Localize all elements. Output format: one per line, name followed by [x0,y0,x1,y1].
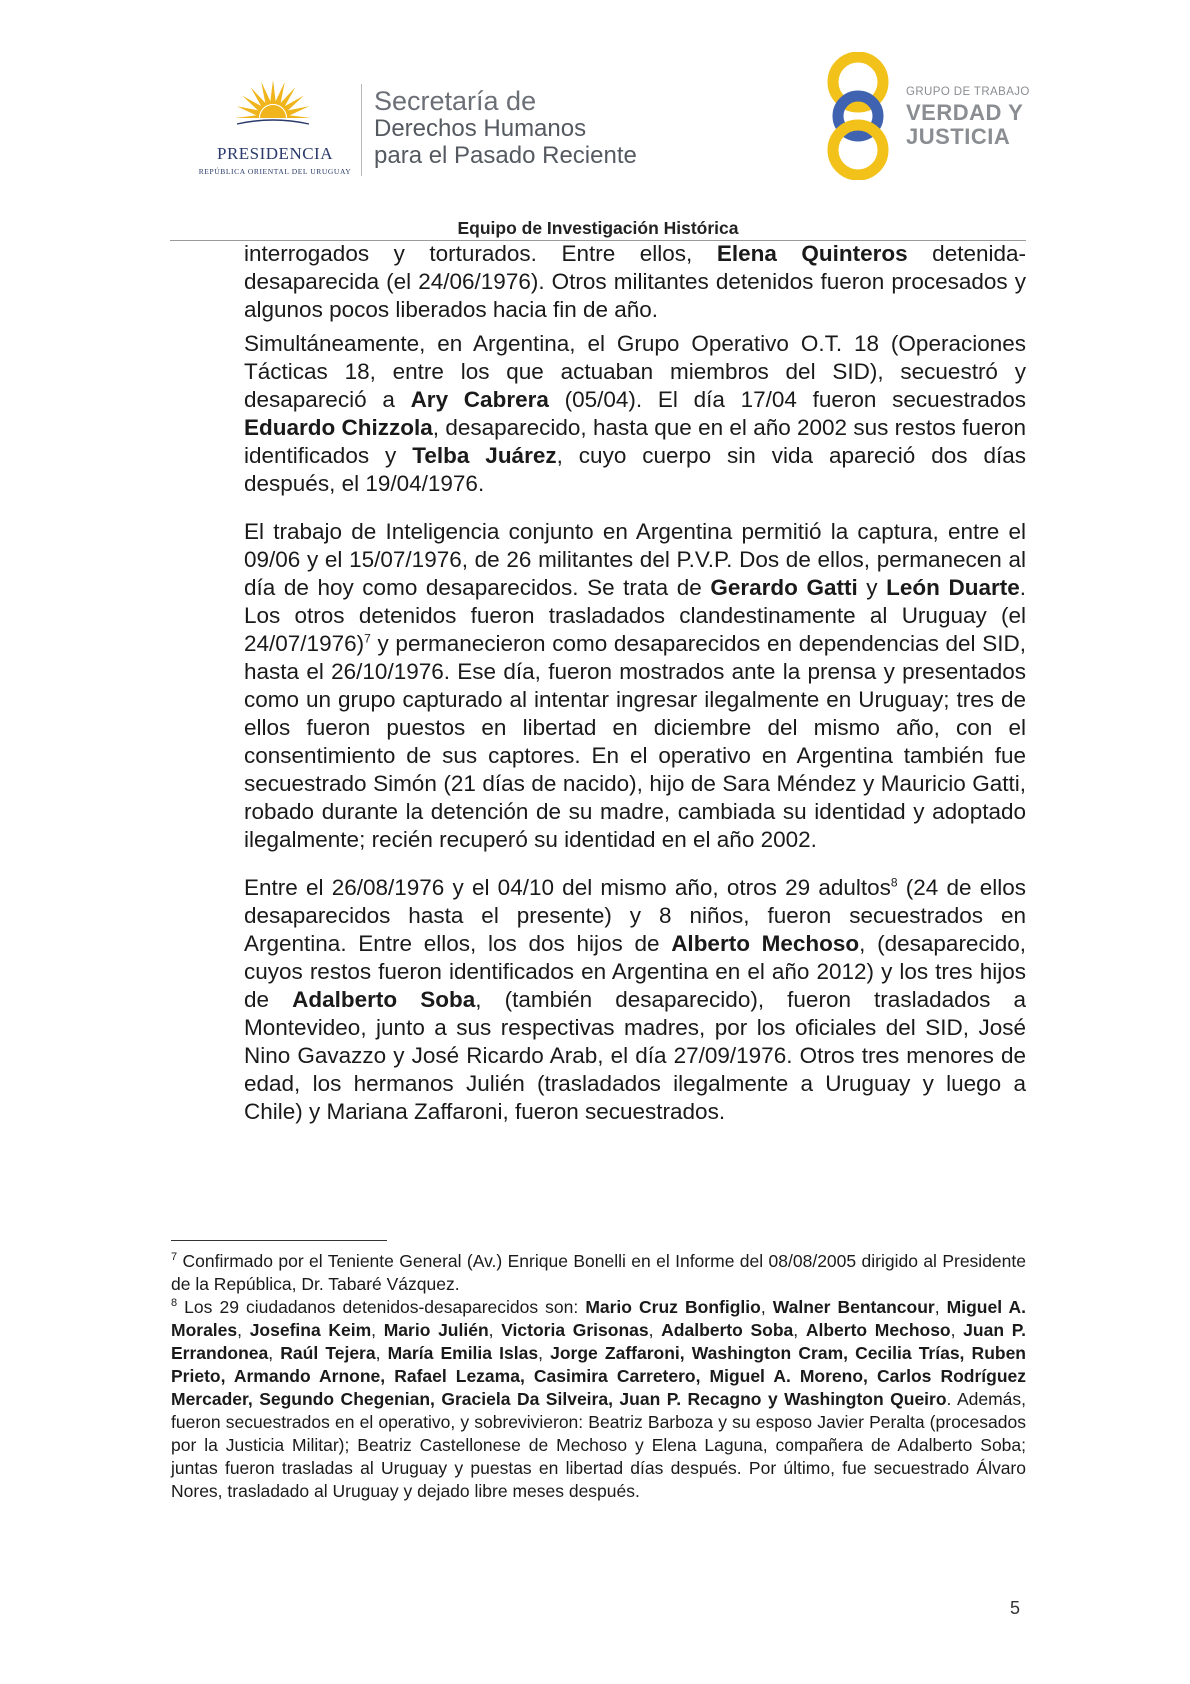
footnote-ref: 7 [171,1251,178,1264]
bold-name: Mario Julién [383,1320,489,1340]
paragraph-3 [244,518,1026,854]
bold-name: Eduardo Chizzola [244,415,433,440]
text-run: El trabajo de Inteligencia conjunto en Argentina permitió la captura, entre el 09/06 y el 15/07/1976, de 26 militantes del P.V.P. Dos de ellos, permanecen al día de hoy como desaparecidos. Se trata de [244,519,1026,600]
text-run: , [371,1320,384,1340]
bold-name: Victoria Grisonas [501,1320,649,1340]
text-run: , [950,1320,964,1340]
bold-name: Mario Cruz Bonfiglio [585,1297,761,1317]
text-run: , (desaparecido, cuyos restos fueron identificados en Argentina en el año 2012) y los tres hijos de [244,931,1026,1012]
text-run: . Además, fueron secuestrados en el operativo, y sobrevivieron: Beatriz Barboza y su esposo Javier Peralta (procesados por la Justicia Militar); Beatriz Castellonese de Mechoso y Elena Laguna, compañera de Adalberto Soba; juntas fueron trasladas al Uruguay y puestas en libertad días después. Por último, fue secuestrado Álvaro Nores, trasladado al Uruguay y dejado libre meses después. [171,1389,1026,1501]
text-run: , cuyo cuerpo sin vida apareció dos días después, el 19/04/1976. [244,443,1026,496]
text-run: , [375,1343,388,1363]
bold-name: María Emilia Islas [387,1343,539,1363]
logo-divider [361,84,362,176]
bold-name: Josefina Keim [249,1320,372,1340]
bold-name: Adalberto Soba [661,1320,794,1340]
bold-name: Juan P. Errandonea [171,1320,1026,1363]
sun-of-may-icon [233,78,313,142]
footnote-7 [171,1250,1026,1296]
text-run: Entre el 26/08/1976 y el 04/10 del mismo año, otros 29 adultos [244,875,891,900]
footnote-ref: 8 [171,1297,178,1310]
paragraph-2 [244,330,1026,498]
text-run: , [793,1320,806,1340]
bold-name: Elena Quinteros [716,241,908,266]
footnote-8 [171,1296,1026,1503]
document-body [244,240,1026,1126]
bold-name: León Duarte [886,575,1020,600]
paragraph-1 [244,240,1026,324]
text-run: Simultáneamente, en Argentina, el Grupo Operativo O.T. 18 (Operaciones Tácticas 18, entre los que actuaban miembros del SID), secuestró y desapareció a [244,331,1026,412]
gtvj-line-3: JUSTICIA [906,124,1011,149]
text-run: . Los otros detenidos fueron trasladados clandestinamente al Uruguay (el 24/07/1976) [244,575,1026,656]
text-run: , desaparecido, hasta que en el año 2002 sus restos fueron identificados y [244,415,1026,468]
bold-name: Walner Bentancour [772,1297,935,1317]
team-title: Equipo de Investigación Histórica [457,218,739,238]
bold-name: Jorge Zaffaroni, Washington Cram, Cecilia Trías, Ruben Prieto, Armando Arnone, Rafael Lezama, Casimira Carretero, Miguel A. Moreno, Carlos Rodríguez Mercader, Segundo Chegenian, Graciela Da Silveira, Juan P. Recagno y Washington Queiro [171,1343,1027,1409]
page-header [0,0,1190,240]
presidencia-name: PRESIDENCIA [216,144,333,163]
text-run: Los 29 ciudadanos detenidos-desaparecidos son: [177,1297,586,1317]
text-run: , [648,1320,662,1340]
text-run: y [857,575,887,600]
secretaria-logo-text [374,88,637,169]
secretaria-line-2: Derechos Humanos [374,115,587,142]
text-run: y permanecieron como desaparecidos en dependencias del SID, hasta el 26/10/1976. Ese día, fueron mostrados ante la prensa y presentados como un grupo capturado al intentar ingresar ilegalmente en Uruguay; tres de ellos fueron puestos en libertad en diciembre del mismo año, con el consentimiento de sus captores. En el operativo en Argentina también fue secuestrado Simón (21 días de nacido), hijo de Sara Méndez y Mauricio Gatti, robado durante la detención de su madre, cambiada su identidad y adoptado ilegalmente; recién recuperó su identidad en el año 2002. [244,631,1026,852]
bold-name: Adalberto Soba [292,987,476,1012]
bold-name: Miguel A. Morales [171,1297,1026,1340]
text-run: Confirmado por el Teniente General (Av.) Enrique Bonelli en el Informe del 08/08/2005 dirigido al Presidente de la República, Dr. Tabaré Vázquez. [171,1251,1026,1294]
text-run: , [538,1343,551,1363]
bold-name: Gerardo Gatti [710,575,858,600]
text-run: (05/04). El día 17/04 fueron secuestrados [548,387,1026,412]
paragraph-4 [244,874,1026,1126]
gtvj-line-2: VERDAD Y [906,100,1024,125]
text-run: , [760,1297,773,1317]
footnotes [171,1250,1026,1503]
secretaria-line-1: Secretaría de [374,86,537,116]
text-run: , [934,1297,947,1317]
footnote-separator [171,1240,387,1241]
text-run: , (también desaparecido), fueron trasladados a Montevideo, junto a sus respectivas madres, por los oficiales del SID, José Nino Gavazzo y José Ricardo Arab, el día 27/09/1976. Otros tres menores de edad, los hermanos Julién (trasladados ilegalmente a Uruguay y luego a Chile) y Mariana Zaffaroni, fueron secuestrados. [244,987,1026,1124]
bold-name: Ary Cabrera [410,387,549,412]
footnote-ref: 8 [890,875,898,890]
text-run: , [237,1320,250,1340]
page-number: 5 [1010,1598,1021,1618]
text-run: detenida-desaparecida (el 24/06/1976). Otros militantes detenidos fueron procesados y algunos pocos liberados hacia fin de año. [244,241,1027,322]
verdad-justicia-logo [818,52,1048,182]
text-run: , [268,1343,281,1363]
bold-name: Telba Juárez [412,443,557,468]
bold-name: Alberto Mechoso [805,1320,951,1340]
footnote-ref: 7 [364,631,371,646]
presidencia-subtitle: REPÚBLICA ORIENTAL DEL URUGUAY [198,167,352,176]
text-run: interrogados y torturados. Entre ellos, [244,241,717,266]
gtvj-line-1: GRUPO DE TRABAJO [906,86,1030,98]
presidencia-logo [195,78,355,178]
bold-name: Raúl Tejera [280,1343,376,1363]
bold-name: Alberto Mechoso [671,931,860,956]
secretaria-line-3: para el Pasado Reciente [374,142,637,169]
text-run: , [488,1320,502,1340]
interlocked-rings-icon [818,52,898,180]
text-run: (24 de ellos desaparecidos hasta el presente) y 8 niños, fueron secuestrados en Argentina. Entre ellos, los dos hijos de [244,875,1026,956]
